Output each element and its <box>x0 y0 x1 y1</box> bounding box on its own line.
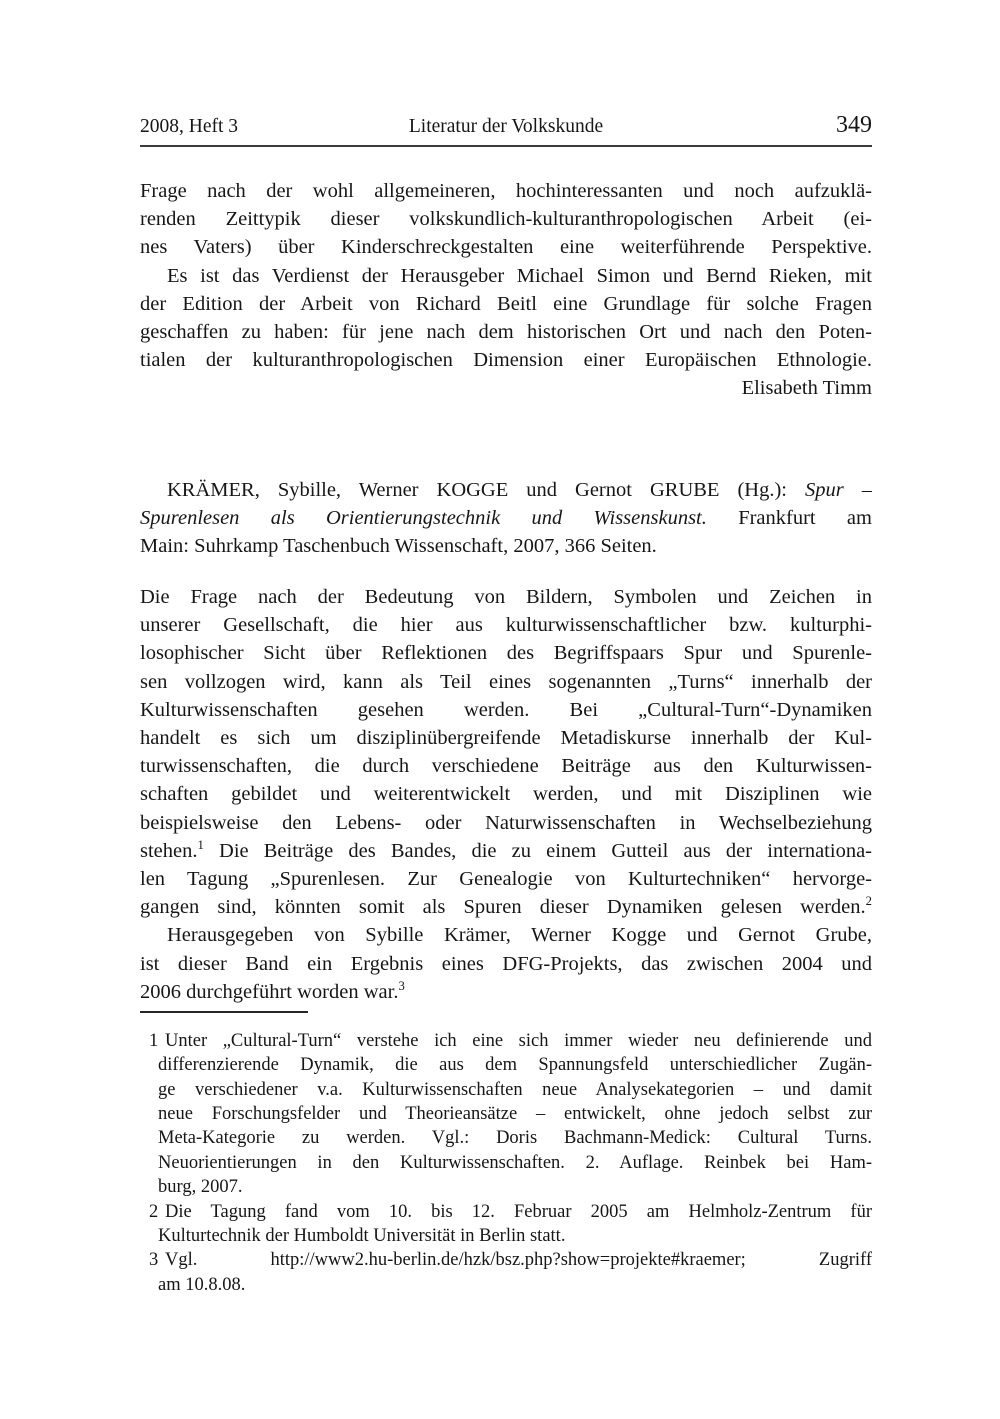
footnote-2 <box>140 1200 872 1249</box>
para-review-line-2 <box>140 611 872 639</box>
para-herausgeber-line-1 <box>140 921 872 949</box>
para-verdienst-line-1 <box>140 262 872 290</box>
para-review-line-1 <box>140 583 872 611</box>
footnote-2-line-1 <box>158 1200 872 1224</box>
text-run: Die Beiträge des Bandes, die zu einem Gutteil aus der internationa- <box>203 839 872 862</box>
footnote-1-line-4 <box>158 1102 872 1126</box>
para-verdienst-line-4 <box>140 346 872 374</box>
text-run: gangen sind, könnten somit als Spuren dieser Dynamiken gelesen werden. <box>140 896 866 919</box>
para-verdienst <box>140 262 872 375</box>
text-run: KRÄMER, Sybille, Werner KOGGE und Gernot GRUBE (Hg.): <box>167 478 805 501</box>
footnote-3 <box>140 1248 872 1297</box>
book-citation-line-1 <box>140 476 872 504</box>
para-continuation-line-2 <box>140 205 872 233</box>
footnote-number: 3 <box>149 1250 159 1271</box>
italic-text: Spurenlesen als Orientierungstechnik und Wissenskunst. <box>140 506 707 529</box>
footnote-rule <box>140 1011 308 1013</box>
text-run: Die Frage nach der Bedeutung von Bildern, Symbolen und Zeichen in <box>140 586 872 609</box>
footnote-number: 1 <box>149 1030 159 1051</box>
header-rule <box>140 145 872 147</box>
text-run: Kulturwissenschaften gesehen werden. Bei „Cultural-Turn“-Dynamiken <box>140 698 872 721</box>
text-run: handelt es sich um disziplinübergreifende Metadiskurse innerhalb der Kul- <box>140 727 872 749</box>
footnote-1-line-5 <box>158 1126 872 1150</box>
para-verdienst-line-3 <box>140 318 872 346</box>
footnote-1-line-1 <box>158 1029 872 1053</box>
text-run: Die Tagung fand vom 10. bis 12. Februar 2005 am Helmholz-Zentrum für <box>165 1201 872 1222</box>
header-page-number: 349 <box>835 112 872 138</box>
para-continuation-line-1 <box>140 177 872 205</box>
text-run: der Edition der Arbeit von Richard Beitl eine Grundlage für solche Fragen <box>140 292 872 315</box>
article-column <box>140 177 872 1297</box>
book-citation <box>140 476 872 561</box>
reviewer-signature <box>140 374 872 402</box>
text-run: beispielsweise den Lebens- oder Naturwissenschaften in Wechselbeziehung <box>140 811 872 834</box>
para-review-line-4 <box>140 668 872 696</box>
text-run: len Tagung „Spurenlesen. Zur Genealogie von Kulturtechniken“ hervorge- <box>140 867 872 890</box>
para-review-line-8 <box>140 780 872 808</box>
para-herausgeber <box>140 921 872 1006</box>
para-review-line-9 <box>140 809 872 837</box>
text-run: Elisabeth Timm <box>741 377 872 400</box>
text-run: Es ist das Verdienst der Herausgeber Michael Simon und Bernd Rieken, mit <box>167 264 872 287</box>
text-run: Frankfurt am <box>706 506 872 529</box>
footnote-1-line-3 <box>158 1078 872 1102</box>
footnote-1-line-7 <box>158 1175 872 1199</box>
text-run: neue Forschungsfelder und Theorieansätze – entwickelt, ohne jedoch selbst zur <box>158 1104 872 1125</box>
text-run: Meta-Kategorie zu werden. Vgl.: Doris Bachmann-Medick: Cultural Turns. <box>158 1128 872 1149</box>
article-body <box>140 177 872 1006</box>
para-review <box>140 583 872 921</box>
footnote-3-line-2 <box>158 1273 872 1297</box>
text-run: Unter „Cultural-Turn“ verstehe ich eine sich immer wieder neu definierende und <box>165 1030 872 1051</box>
footnote-1 <box>140 1029 872 1200</box>
reviewer-signature-line-1 <box>140 374 872 402</box>
footnote-3-line-1 <box>158 1248 872 1272</box>
para-continuation <box>140 177 872 262</box>
para-review-line-7 <box>140 752 872 780</box>
footnote-marker: 1 <box>197 837 204 852</box>
text-run: Main: Suhrkamp Taschenbuch Wissenschaft, 2007, 366 Seiten. <box>140 534 657 557</box>
text-run: ist dieser Band ein Ergebnis eines DFG-Projekts, das zwischen 2004 und <box>140 952 872 975</box>
text-run: 2006 durchgeführt worden war. <box>140 980 399 1003</box>
text-run: Frage nach der wohl allgemeineren, hochinteressanten und noch aufzuklä- <box>140 180 872 202</box>
para-continuation-line-3 <box>140 233 872 261</box>
footnote-number: 2 <box>149 1201 159 1222</box>
footnote-marker: 2 <box>865 894 872 909</box>
text-run: ge verschiedener v.a. Kulturwissenschaften neue Analysekategorien – und damit <box>158 1079 872 1100</box>
para-review-line-12 <box>140 893 872 921</box>
text-run: unserer Gesellschaft, die hier aus kulturwissenschaftlicher bzw. kulturphi- <box>140 614 872 637</box>
header-issue: 2008, Heft 3 <box>140 116 239 137</box>
book-citation-line-2 <box>140 504 872 532</box>
page-header <box>140 112 872 139</box>
book-citation-line-3 <box>140 532 872 560</box>
para-review-line-10 <box>140 837 872 865</box>
para-herausgeber-line-3 <box>140 978 872 1006</box>
text-run: stehen. <box>140 839 198 862</box>
text-run: geschaffen zu haben: für jene nach dem historischen Ort und nach den Poten- <box>140 320 872 343</box>
text-run: Herausgegeben von Sybille Krämer, Werner Kogge und Gernot Grube, <box>167 924 872 947</box>
footnote-marker: 3 <box>398 978 405 993</box>
italic-text: Spur – <box>805 478 872 501</box>
footnote-1-line-6 <box>158 1151 872 1175</box>
text-run: nes Vaters) über Kinderschreckgestalten eine weiterführende Perspektive. <box>140 236 872 259</box>
footnote-1-line-2 <box>158 1053 872 1077</box>
para-review-line-3 <box>140 639 872 667</box>
text-run: sen vollzogen wird, kann als Teil eines sogenannten „Turns“ innerhalb der <box>140 670 872 693</box>
text-run: schaften gebildet und weiterentwickelt werden, und mit Disziplinen wie <box>140 783 872 806</box>
footnote-2-line-2 <box>158 1224 872 1248</box>
para-herausgeber-line-2 <box>140 950 872 978</box>
text-run: Neuorientierungen in den Kulturwissenschaften. 2. Auflage. Reinbek bei Ham- <box>158 1152 872 1173</box>
para-review-line-11 <box>140 865 872 893</box>
text-run: am 10.8.08. <box>158 1274 246 1295</box>
para-review-line-5 <box>140 696 872 724</box>
text-run: renden Zeittypik dieser volkskundlich-kulturanthropologischen Arbeit (ei- <box>140 208 872 231</box>
para-review-line-6 <box>140 724 872 752</box>
text-run: tialen der kulturanthropologischen Dimension einer Europäischen Ethnologie. <box>140 349 872 372</box>
footnotes <box>140 1029 872 1297</box>
text-run: Vgl. http://www2.hu-berlin.de/hzk/bsz.php?show=projekte#kraemer; Zugriff <box>165 1250 872 1271</box>
text-run: Kulturtechnik der Humboldt Universität in Berlin statt. <box>158 1226 566 1246</box>
text-run: burg, 2007. <box>158 1177 243 1198</box>
text-run: losophischer Sicht über Reflektionen des Begriffspaars Spur und Spurenle- <box>140 642 872 665</box>
text-run: differenzierende Dynamik, die aus dem Spannungsfeld unterschiedlicher Zugän- <box>158 1055 872 1076</box>
header-journal-title: Literatur der Volkskunde <box>408 116 604 137</box>
text-run: turwissenschaften, die durch verschiedene Beiträge aus den Kulturwissen- <box>140 755 872 778</box>
para-verdienst-line-2 <box>140 290 872 318</box>
